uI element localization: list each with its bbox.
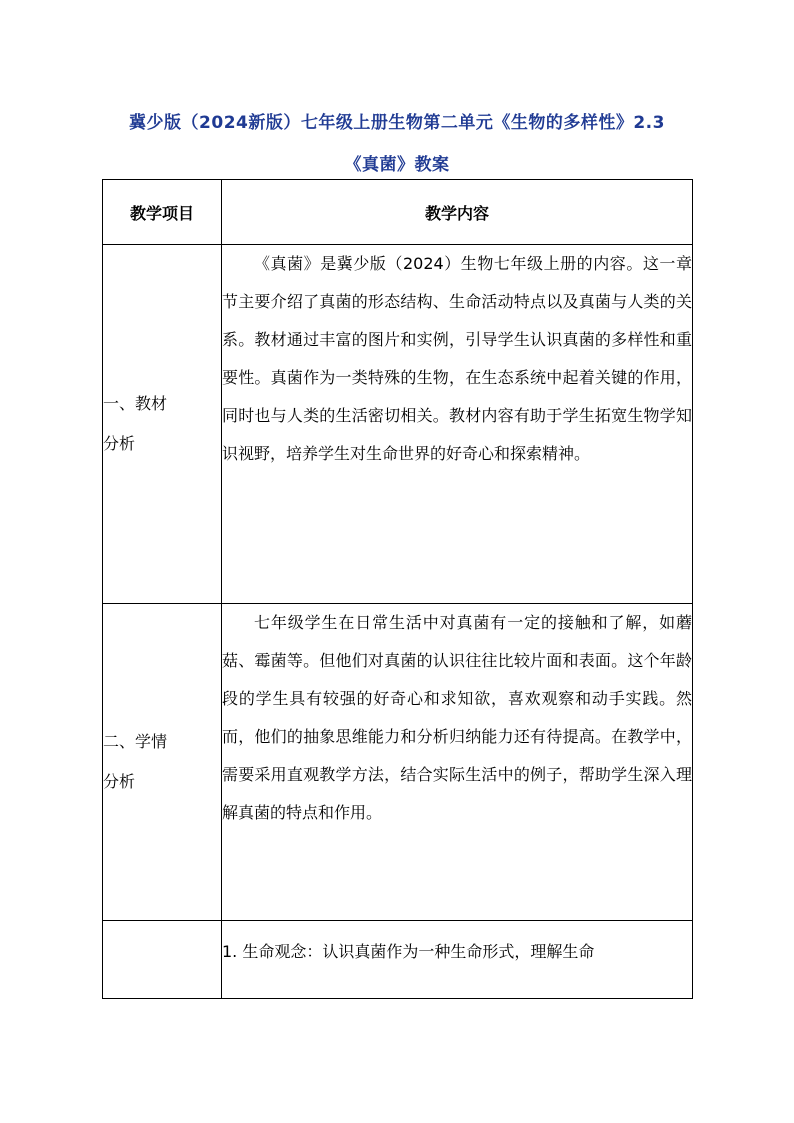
lesson-plan-table [102,179,693,999]
table-row [103,604,693,921]
row-label-line-1: 二、学情 [103,732,168,751]
row-content-student-analysis [222,604,693,921]
header-teaching-content: 教学内容 [222,180,693,245]
row-label-line-2: 分析 [103,434,136,453]
row-label-line-2: 分析 [103,772,136,791]
table-header-row [103,180,693,245]
document-title-line-2: 《真菌》教案 [344,155,450,175]
row-label-textbook-analysis [103,245,222,604]
row-label-line-1: 一、教材 [103,394,168,413]
content-paragraph: 1. 生命观念：认识真菌作为一种生命形式，理解生命 [222,942,595,961]
content-paragraph: 七年级学生在日常生活中对真菌有一定的接触和了解，如蘑菇、霉菌等。但他们对真菌的认识往往比较片面和表面。这个年龄段的学生具有较强的好奇心和求知欲，喜欢观察和动手实践。然而，他们的抽象思维能力和分析归纳能力还有待提高。在教学中，需要采用直观教学方法，结合实际生活中的例子，帮助学生深入理解真菌的特点和作用。 [222,613,692,822]
content-paragraph: 《真菌》是冀少版（2024）生物七年级上册的内容。这一章节主要介绍了真菌的形态结构、生命活动特点以及真菌与人类的关系。教材通过丰富的图片和实例，引导学生认识真菌的多样性和重要性。真菌作为一类特殊的生物，在生态系统中起着关键的作用，同时也与人类的生活密切相关。教材内容有助于学生拓宽生物学知识视野，培养学生对生命世界的好奇心和探索精神。 [222,254,692,463]
row-label-empty [103,921,222,999]
row-content-textbook-analysis [222,245,693,604]
row-content-objectives [222,921,693,999]
row-label-student-analysis [103,604,222,921]
header-teaching-item: 教学项目 [103,180,222,245]
table-row [103,245,693,604]
document-title-line-1: 冀少版（2024新版）七年级上册生物第二单元《生物的多样性》2.3 [129,113,665,133]
table-row [103,921,693,999]
